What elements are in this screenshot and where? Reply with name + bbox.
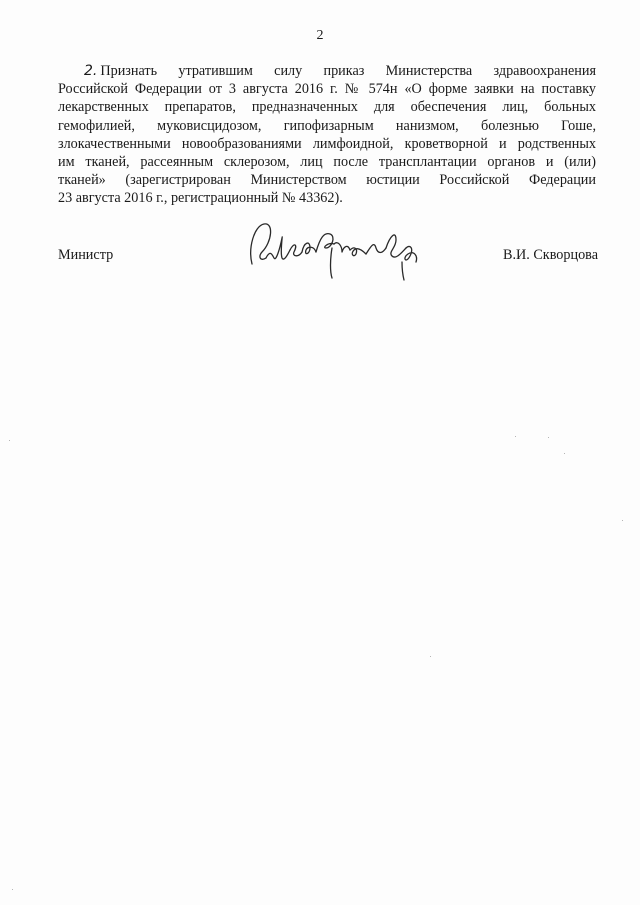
page-number: 2 — [316, 28, 324, 43]
signatory-name: В.И. Скворцова — [503, 247, 598, 263]
scan-speck — [548, 437, 549, 438]
scan-speck — [515, 436, 516, 437]
handwritten-signature — [246, 218, 426, 282]
scan-speck — [430, 656, 431, 657]
paragraph-line-text: Признать утратившим силу приказ Министерства здравоохранения — [100, 63, 596, 79]
paragraph-line: им тканей, рассеянным склерозом, лиц после трансплантации органов и (или) — [58, 154, 596, 171]
scan-speck — [9, 440, 10, 441]
paragraph-line: 23 августа 2016 г., регистрационный № 43362). — [58, 190, 343, 207]
order-paragraph — [58, 62, 596, 208]
paragraph-line: злокачественными новообразованиями лимфоидной, кроветворной и родственных — [58, 135, 596, 152]
scan-speck — [564, 453, 565, 454]
paragraph-line — [58, 62, 596, 80]
signatory-title: Министр — [58, 247, 114, 263]
paragraph-line: Российской Федерации от 3 августа 2016 г. № 574н «О форме заявки на поставку — [58, 81, 596, 98]
scan-speck — [12, 889, 13, 890]
paragraph-line: лекарственных препаратов, предназначенных для обеспечения лиц, больных — [58, 99, 596, 116]
paragraph-line: тканей» (зарегистрирован Министерством юстиции Российской Федерации — [58, 172, 596, 189]
paragraph-line: гемофилией, муковисцидозом, гипофизарным нанизмом, болезнью Гоше, — [58, 117, 596, 134]
item-number: 2. — [84, 63, 98, 79]
scan-speck — [622, 520, 623, 521]
